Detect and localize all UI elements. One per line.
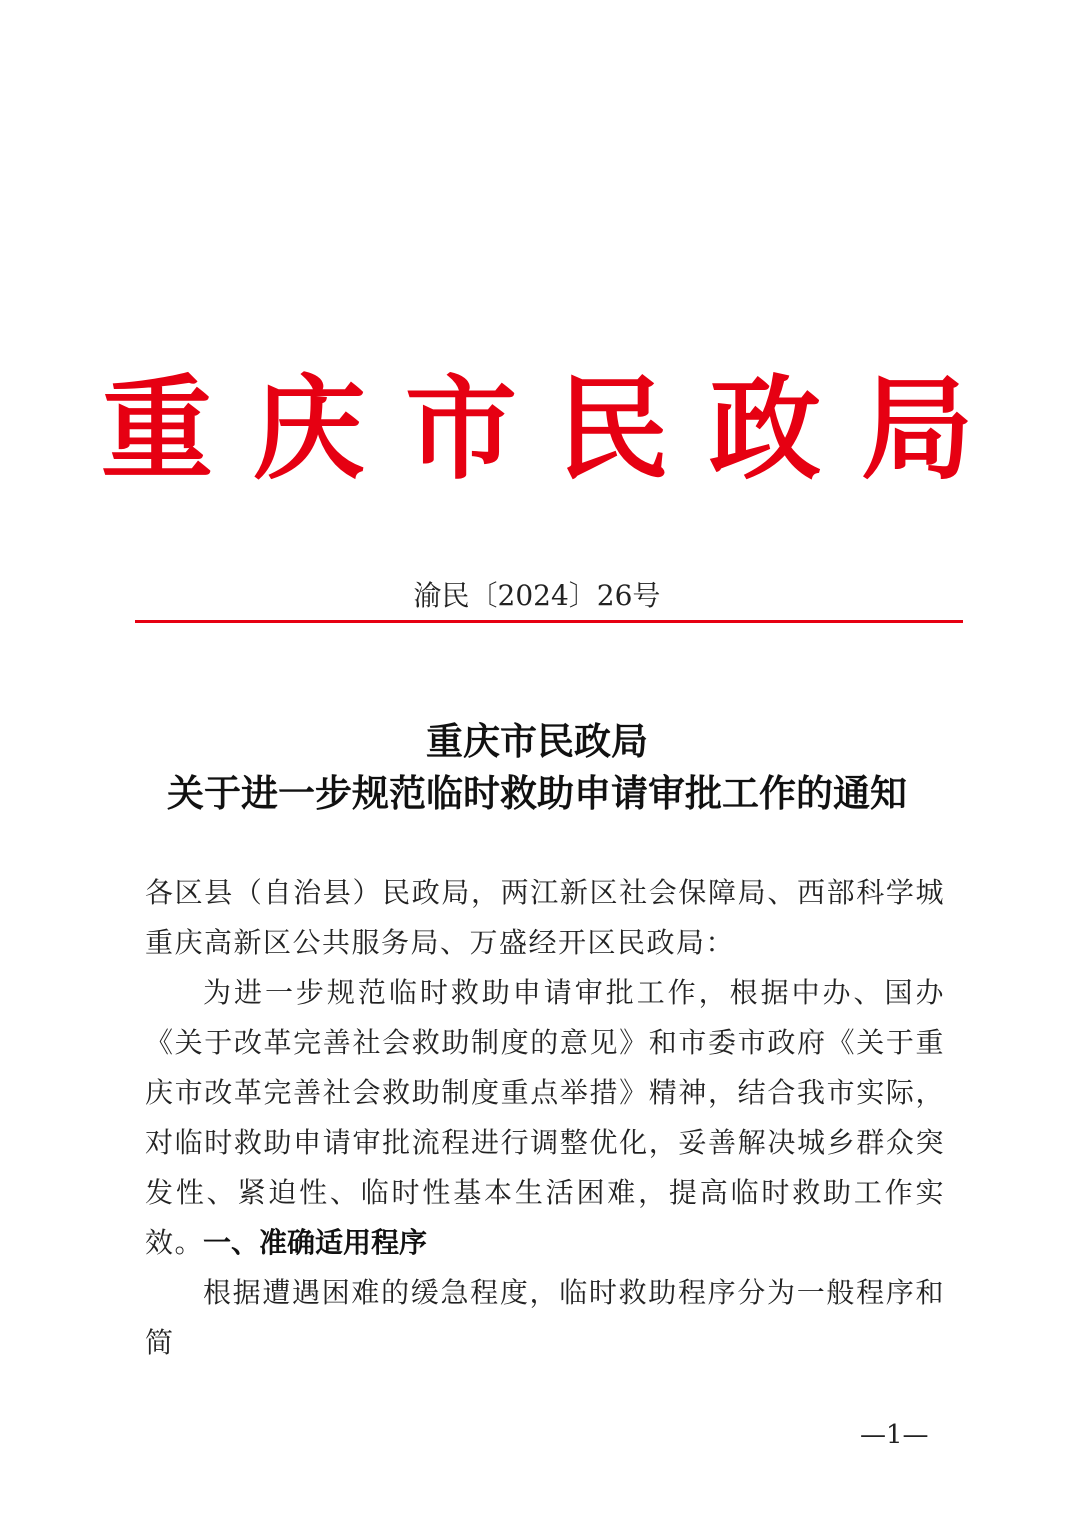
salutation-paragraph: 各区县（自治县）民政局，两江新区社会保障局、西部科学城重庆高新区公共服务局、万盛经开区民政局： bbox=[145, 876, 945, 959]
agency-header-title: 重庆市民政局 bbox=[101, 365, 1013, 495]
page-number: —1— bbox=[860, 1420, 929, 1450]
document-number: 渝民〔2024〕26号 bbox=[413, 579, 661, 612]
document-title-line-2: 关于进一步规范临时救助申请审批工作的通知 bbox=[167, 771, 907, 815]
body-paragraph-1: 为进一步规范临时救助申请审批工作，根据中办、国办《关于改革完善社会救助制度的意见》和市委市政府《关于重庆市改革完善社会救助制度重点举措》精神，结合我市实际，对临时救助申请审批流程进行调整优化，妥善解决城乡群众突发性、紧迫性、临时性基本生活困难，提高临时救助工作实效。 bbox=[145, 976, 945, 1259]
red-divider-line bbox=[135, 620, 963, 623]
body-paragraph-2: 根据遭遇困难的缓急程度，临时救助程序分为一般程序和简 bbox=[145, 1276, 945, 1359]
document-title-line-1: 重庆市民政局 bbox=[426, 719, 648, 763]
section-heading-1: 一、准确适用程序 bbox=[203, 1226, 428, 1259]
